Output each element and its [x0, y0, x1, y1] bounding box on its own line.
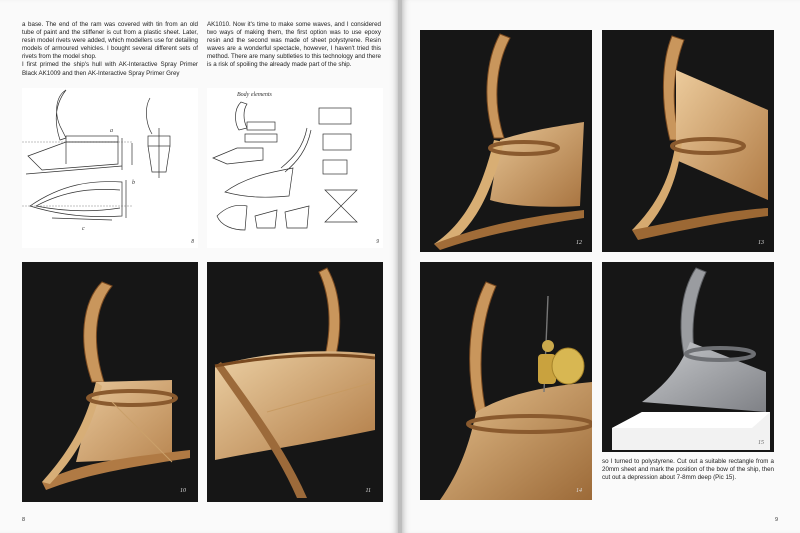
photo-ship-bow-10 [22, 262, 198, 502]
photo-ship-bow-12 [420, 30, 592, 252]
page-number: 8 [22, 517, 26, 523]
photo-number: 13 [758, 240, 764, 246]
drawing-title: Body elements [237, 92, 272, 98]
page-number: 9 [774, 517, 778, 523]
svg-text:b: b [132, 180, 135, 186]
photo-number: 10 [180, 488, 186, 494]
body-elements-drawing [207, 88, 383, 248]
ship-bow-illustration [207, 262, 383, 502]
technical-drawing-elements [207, 88, 383, 248]
right-text-column [207, 21, 381, 70]
svg-text:c: c [82, 226, 85, 232]
text-paragraph: AK1010. Now it's time to make some waves, and I considered two ways of making them, the first option was to use epoxy resin and the second was made of sheet polystyrene. Resin waves are a wonderful spectacle, however, I haven't tried this method. There are many subtleties to this technology and there is a risk of spoiling the already made part of the ship. [207, 21, 381, 69]
grey-primed-bow-illustration [602, 262, 774, 452]
photo-number: 15 [758, 440, 764, 446]
photo-number: 14 [576, 488, 582, 494]
figure-number: 8 [191, 239, 194, 245]
right-page [402, 0, 800, 533]
photo-ship-with-figure-14 [420, 262, 592, 500]
left-page [0, 0, 398, 533]
ship-bow-illustration [602, 30, 774, 252]
photo-primed-bow-15 [602, 262, 774, 452]
photo-number: 12 [576, 240, 582, 246]
text-paragraph: a base. The end of the ram was covered with tin from an old tube of paint and the stiffener is cut from a plastic sheet. Later, resin model rivets were added, which modellers use for detailing models of armoured vehicles. I bought several different sets of rivets from the model shop. [22, 21, 198, 61]
right-page-text [602, 458, 774, 482]
hull-line-drawing [22, 88, 198, 248]
text-paragraph: so I turned to polystyrene. Cut out a suitable rectangle from a 20mm sheet and mark the position of the bow of the ship, then cut out a depression about 7-8mm deep (Pic 15). [602, 458, 774, 482]
ship-with-warrior-illustration [420, 262, 592, 500]
text-paragraph: I first primed the ship's hull with AK-Interactive Spray Primer Black AK1009 and then AK-Interactive Spray Primer Grey [22, 61, 198, 77]
photo-ship-bow-13 [602, 30, 774, 252]
figure-number: 9 [376, 239, 379, 245]
photo-ship-bow-11 [207, 262, 383, 502]
ship-bow-illustration [420, 30, 592, 252]
ship-bow-illustration [22, 262, 198, 502]
svg-text:a: a [110, 128, 113, 134]
left-text-column [22, 21, 198, 78]
photo-number: 11 [365, 488, 371, 494]
technical-drawing-side [22, 88, 198, 248]
